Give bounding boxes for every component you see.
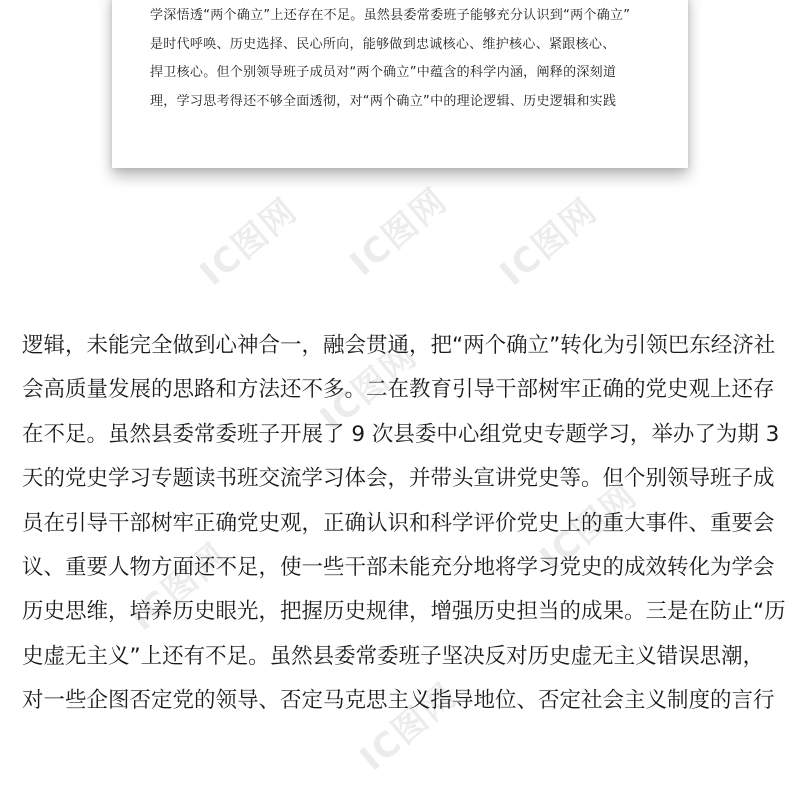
preview-line: 是时代呼唤、历史选择、民心所向，能够做到忠诚核心、维护核心、紧跟核心、 xyxy=(150,36,616,52)
watermark: IC图网 xyxy=(312,335,426,440)
body-line: 员在引导干部树牢正确党史观，正确认识和科学评价党史上的重大事件、重要会 xyxy=(22,510,775,536)
body-line: 天的党史学习专题读书班交流学习体会，并带头宣讲党史等。但个别领导班子成 xyxy=(22,466,775,492)
watermark: IC图网 xyxy=(342,180,456,285)
watermark: IC图网 xyxy=(492,190,606,295)
watermark: IC图网 xyxy=(532,475,646,580)
document-body xyxy=(22,324,786,724)
watermark: IC图网 xyxy=(352,675,466,780)
preview-line: 理，学习思考得还不够全面透彻，对“两个确立”中的理论逻辑、历史逻辑和实践 xyxy=(150,93,617,109)
body-line: 史虚无主义”上还有不足。虽然县委常委班子坚决反对历史虚无主义错误思潮， xyxy=(22,643,765,669)
body-line: 会高质量发展的思路和方法还不多。二在教育引导干部树牢正确的党史观上还存 xyxy=(22,377,775,403)
body-line: 逻辑，未能完全做到心神合一，融会贯通，把“两个确立”转化为引领巴东经济社 xyxy=(22,333,776,358)
body-line: 议、重要人物方面还不足，使一些干部未能充分地将学习党史的成效转化为学会 xyxy=(22,554,775,580)
watermark: IC图网 xyxy=(192,190,306,295)
body-line: 对一些企图否定党的领导、否定马克思主义指导地位、否定社会主义制度的言行 xyxy=(22,688,775,714)
preview-line: 捍卫核心。但个别领导班子成员对“两个确立”中蕴含的科学内涵，阐释的深刻道 xyxy=(150,65,617,80)
watermark: IC图网 xyxy=(122,535,236,640)
body-line: 历史思维，培养历史眼光，把握历史规律，增强历史担当的成果。三是在防止“历 xyxy=(22,599,786,625)
document-preview-card xyxy=(112,0,688,168)
preview-line: 学深悟透“两个确立”上还存在不足。虽然县委常委班子能够充分认识到“两个确立” xyxy=(150,8,631,23)
body-line: 在不足。虽然县委常委班子开展了 9 次县委中心组党史专题学习，举办了为期 3 xyxy=(22,421,780,447)
preview-paragraph xyxy=(150,2,654,116)
